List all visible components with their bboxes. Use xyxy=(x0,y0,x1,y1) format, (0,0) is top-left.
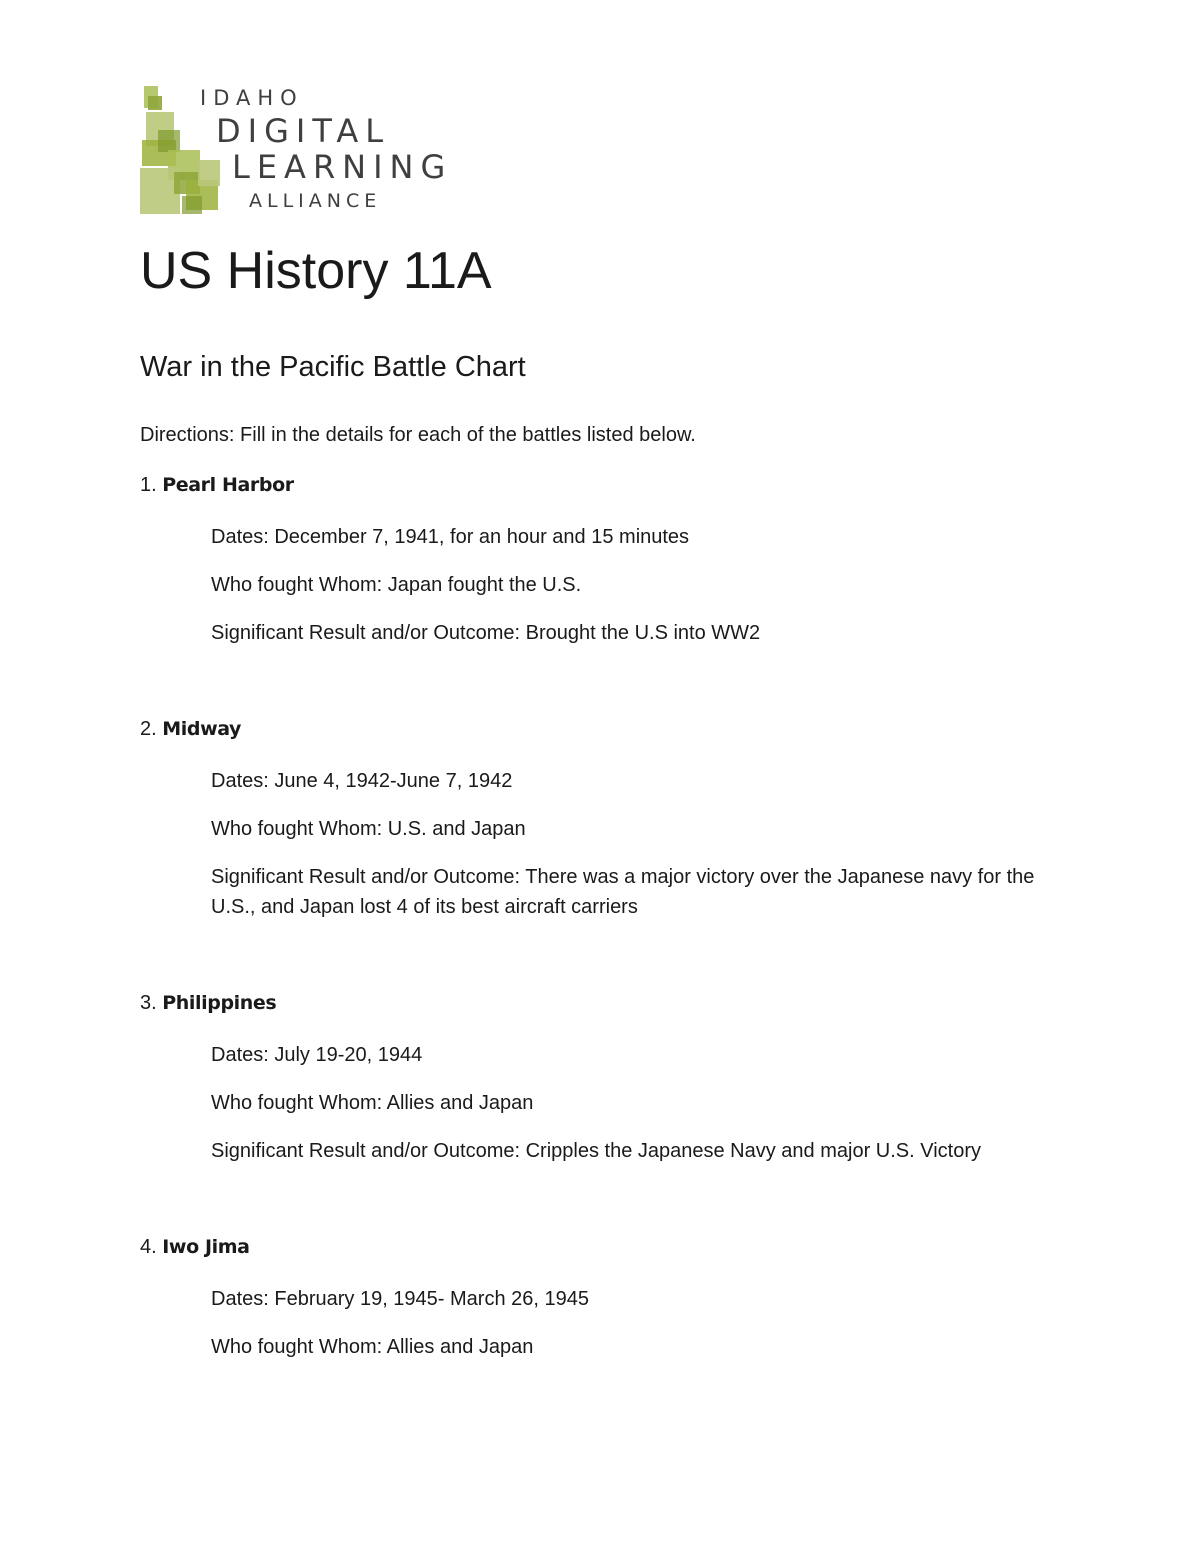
page-title: US History 11A xyxy=(140,242,492,300)
battle-combatants: Who fought Whom: U.S. and Japan xyxy=(211,818,526,840)
page-subtitle: War in the Pacific Battle Chart xyxy=(140,351,526,383)
battle-number: 2. xyxy=(140,718,157,740)
battle-combatants: Who fought Whom: Japan fought the U.S. xyxy=(211,574,582,596)
battle-item xyxy=(140,990,1050,1166)
battle-heading xyxy=(140,990,1050,1018)
battle-result: Significant Result and/or Outcome: There was a major victory over the Japanese navy for the U.S., and Japan lost 4 of its best aircraft carriers xyxy=(211,866,1035,918)
logo-text-alliance: ALLIANCE xyxy=(249,190,382,212)
battle-combatants: Who fought Whom: Allies and Japan xyxy=(211,1336,534,1358)
battle-dates: Dates: June 4, 1942-June 7, 1942 xyxy=(211,770,513,792)
battle-heading xyxy=(140,716,1050,744)
battle-number: 4. xyxy=(140,1236,157,1258)
battle-combatants: Who fought Whom: Allies and Japan xyxy=(211,1092,534,1114)
battle-name: Iwo Jima xyxy=(162,1236,250,1258)
battle-item xyxy=(140,716,1050,922)
battle-name: Philippines xyxy=(162,992,277,1014)
battle-item xyxy=(140,472,1050,648)
battle-result: Significant Result and/or Outcome: Brought the U.S into WW2 xyxy=(211,622,761,644)
battle-dates: Dates: February 19, 1945- March 26, 1945 xyxy=(211,1288,589,1310)
battle-dates: Dates: July 19-20, 1944 xyxy=(211,1044,423,1066)
battle-heading xyxy=(140,472,1050,500)
directions-text: Directions: Fill in the details for each of the battles listed below. xyxy=(140,424,696,446)
idaho-digital-learning-alliance-logo xyxy=(140,84,470,219)
battle-heading xyxy=(140,1234,1050,1262)
battle-name: Midway xyxy=(162,718,242,740)
logo-text-learning: LEARNING xyxy=(232,148,453,186)
logo-text-digital: DIGITAL xyxy=(216,112,391,150)
battle-name: Pearl Harbor xyxy=(162,474,294,496)
battle-number: 1. xyxy=(140,474,157,496)
battle-number: 3. xyxy=(140,992,157,1014)
battle-dates: Dates: December 7, 1941, for an hour and 15 minutes xyxy=(211,526,690,548)
logo-text-idaho: IDAHO xyxy=(200,86,304,110)
battle-item xyxy=(140,1234,1050,1362)
battle-result: Significant Result and/or Outcome: Cripples the Japanese Navy and major U.S. Victory xyxy=(211,1140,981,1162)
